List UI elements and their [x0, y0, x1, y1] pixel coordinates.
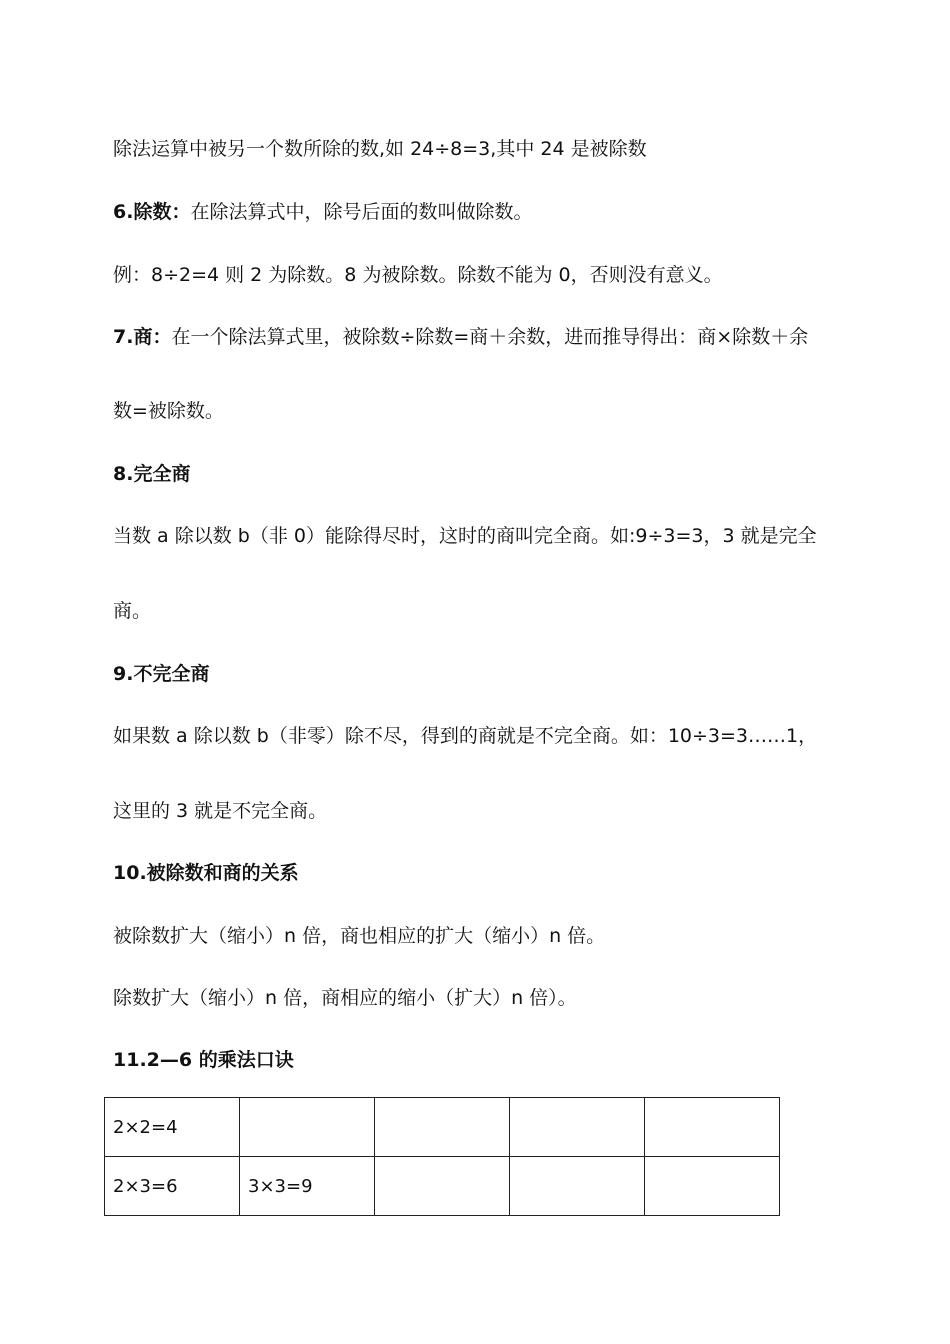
divisor-definition: 在除法算式中，除号后面的数叫做除数。	[190, 201, 533, 223]
relation-rule1: 被除数扩大（缩小）n 倍，商也相应的扩大（缩小）n 倍。	[113, 925, 606, 947]
table-cell: 2×2=4	[105, 1098, 240, 1157]
table-cell	[510, 1098, 645, 1157]
divisor-line	[113, 198, 532, 226]
quotient-heading: 7.商：	[113, 326, 172, 348]
complete-quotient-text-line1: 当数 a 除以数 b（非 0）能除得尽时，这时的商叫完全商。如:9÷3=3，3 就是完全	[113, 525, 817, 547]
table-cell	[510, 1157, 645, 1216]
incomplete-quotient-text-line2: 这里的 3 就是不完全商。	[113, 800, 328, 822]
quotient-line	[113, 323, 808, 351]
table-cell	[240, 1098, 375, 1157]
relation-rule2: 除数扩大（缩小）n 倍，商相应的缩小（扩大）n 倍）。	[113, 987, 577, 1009]
incomplete-quotient-text-line1: 如果数 a 除以数 b（非零）除不尽，得到的商就是不完全商。如：10÷3=3……1，	[113, 725, 818, 747]
complete-quotient-text-line2: 商。	[113, 600, 152, 622]
quotient-definition-line2: 数=被除数。	[113, 400, 224, 422]
divisor-example: 例：8÷2=4 则 2 为除数。8 为被除数。除数不能为 0，否则没有意义。	[113, 264, 723, 286]
divisor-heading: 6.除数：	[113, 201, 191, 223]
table-cell: 2×3=6	[105, 1157, 240, 1216]
table-cell	[645, 1157, 780, 1216]
table-row	[105, 1098, 780, 1157]
multiplication-heading: 11.2—6 的乘法口诀	[113, 1049, 294, 1071]
relation-heading: 10.被除数和商的关系	[113, 862, 299, 884]
table-cell	[375, 1098, 510, 1157]
multiplication-table	[104, 1097, 780, 1216]
table-cell	[645, 1098, 780, 1157]
incomplete-quotient-heading: 9.不完全商	[113, 663, 210, 685]
table-cell	[375, 1157, 510, 1216]
quotient-definition-line1: 在一个除法算式里，被除数÷除数=商＋余数，进而推导得出：商×除数＋余	[171, 326, 809, 348]
intro-line: 除法运算中被另一个数所除的数,如 24÷8=3,其中 24 是被除数	[113, 138, 647, 160]
complete-quotient-heading: 8.完全商	[113, 463, 191, 485]
table-cell: 3×3=9	[240, 1157, 375, 1216]
table-row	[105, 1157, 780, 1216]
